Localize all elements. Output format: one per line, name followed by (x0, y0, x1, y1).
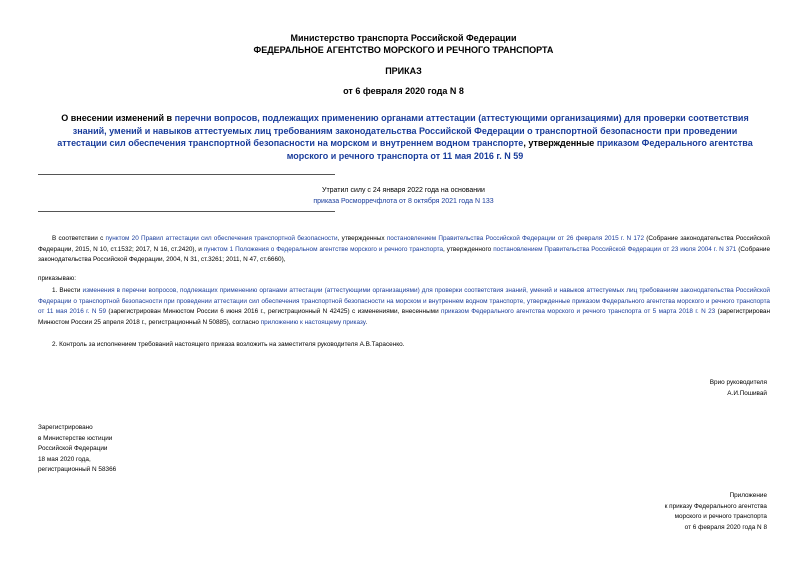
decree-word: приказываю: (38, 275, 76, 282)
appendix-line: от 6 февраля 2020 года N 8 (684, 523, 767, 531)
signature-block (710, 378, 767, 399)
paragraph-text: (Собрание законодательства Российской Федерации, 2004, N 31, ст.3261; 2011, N 47, ст.6660), (38, 245, 771, 263)
signer-title: Врио руководителя (709, 379, 767, 386)
paragraph-text: (Собрание законодательства Российской Федерации, 2015, N 10, ст.1532; 2017, N 16, ст.2420), и (38, 235, 770, 253)
divider-top (38, 174, 335, 175)
link-order-23[interactable]: приказом Федерального агентства морского и речного транспорта от 5 марта 2018 г. N 23 (441, 308, 716, 315)
paragraph-text: (зарегистрирован Минюстом России 25 апреля 2018 г., регистрационный N 50885), согласно (38, 308, 770, 326)
registration-block (38, 423, 116, 476)
paragraph-text: В соответствии с (52, 235, 106, 242)
paragraph-text: 2. Контроль за исполнением требований настоящего приказа возложить на заместителя руководителя А.В.Тарасенко. (52, 341, 405, 348)
appendix-line: к приказу Федерального агентства (664, 502, 767, 510)
expired-note (0, 185, 807, 207)
paragraph-text: 1. Внести (52, 287, 83, 294)
link-regulation-point-1[interactable]: пунктом 1 Положения о Федеральном агентстве морского и речного транспорта (203, 245, 444, 253)
appendix-header (665, 491, 767, 533)
appendix-line: Приложение (729, 492, 767, 499)
registration-line: Зарегистрировано (38, 424, 93, 431)
link-resolution-371[interactable]: постановлением Правительства Российской Федерации от 23 июля 2004 г. N 371 (493, 245, 737, 253)
registration-date: 18 мая 2020 года, (38, 455, 91, 463)
paragraph-text: , утвержденных (337, 235, 387, 242)
expired-link[interactable]: приказа Росморречфлота от 8 октября 2021 года N 133 (313, 198, 494, 205)
clause-1-paragraph (38, 286, 770, 328)
order-date: от 6 февраля 2020 года N 8 (343, 86, 464, 96)
title-text: О внесении изменений в (61, 113, 175, 123)
link-appendix[interactable]: приложению к настоящему приказу (260, 318, 366, 326)
title-text: , утвержденные (523, 138, 597, 148)
signer-name: А.И.Пошивай (727, 389, 767, 397)
paragraph-text: , утвержденного (443, 245, 494, 253)
title-link-order-59[interactable]: приказом Федерального агентства морского и речного транспорта от 11 мая 2016 г. N 59 (286, 138, 753, 161)
appendix-line: морского и речного транспорта (674, 513, 767, 520)
registration-line: в Министерстве юстиции (38, 434, 113, 442)
link-amendments[interactable]: изменения в перечни вопросов, подлежащих применению органами аттестации (аттестующими организациями) для проверки соответствия знаний, умений и навыков аттестуемых лиц требованиям законодательства Российской Федерации о транспортной безопасности при проведении аттестации сил обеспечения транспортной безопасности на морском и внутреннем водном транспорте, утвержденные приказом Федерального агентства морского и речного транспорта от 11 мая 2016 г. N 59 (38, 287, 770, 315)
paragraph-text: (зарегистрирован Минюстом России 6 июня 2016 г., регистрационный N 42425) с изменениями, внесенными (106, 308, 442, 315)
document-type: ПРИКАЗ (385, 66, 422, 76)
expired-text: Утратил силу с 24 января 2022 года на основании (322, 187, 485, 194)
title-link-question-lists[interactable]: перечни вопросов, подлежащих применению органами аттестации (аттестующими организациями) для проверки соответствия знаний, умений и навыков аттестуемых лиц требованиям законодательства Российской Федерации о транспортной безопасности при проведении аттестации сил обеспечения транспортной безопасности на морском и внутреннем водном транспорте (57, 113, 749, 148)
divider-bottom (38, 211, 335, 212)
document-title (55, 112, 755, 162)
link-rules-point-20[interactable]: пунктом 20 Правил аттестации сил обеспечения транспортной безопасности (105, 235, 338, 242)
clause-2-paragraph (38, 340, 770, 351)
preamble-paragraph (38, 234, 770, 266)
link-resolution-172[interactable]: постановлением Правительства Российской Федерации от 26 февраля 2015 г. N 172 (386, 235, 645, 242)
paragraph-text: . (365, 318, 368, 326)
registration-line: Российской Федерации (38, 445, 108, 452)
agency-name: ФЕДЕРАЛЬНОЕ АГЕНТСТВО МОРСКОГО И РЕЧНОГО ТРАНСПОРТА (253, 45, 554, 55)
ministry-name: Министерство транспорта Российской Федерации (290, 33, 517, 43)
registration-number: регистрационный N 58366 (38, 466, 117, 473)
